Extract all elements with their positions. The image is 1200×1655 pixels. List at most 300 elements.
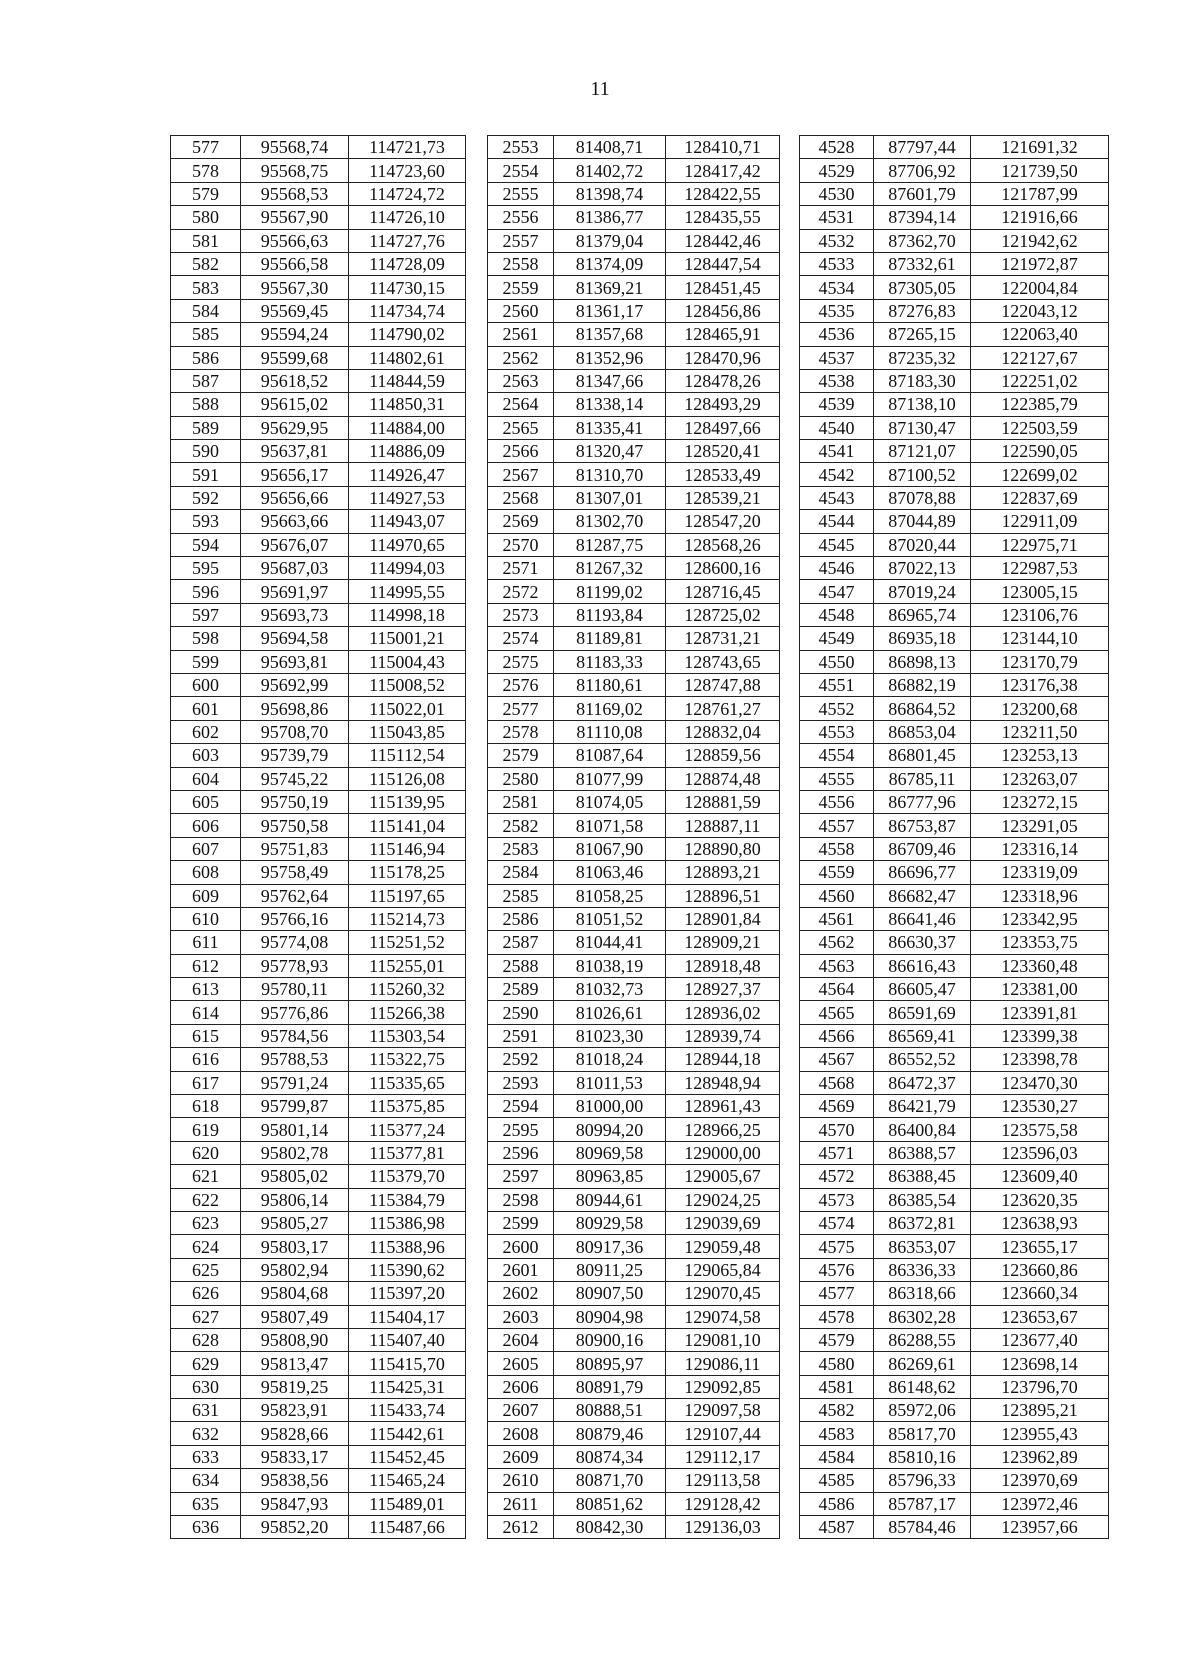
y-coordinate-cell: 123353,75: [971, 931, 1109, 954]
column-separator: [780, 557, 800, 580]
x-coordinate-cell: 95813,47: [241, 1352, 349, 1375]
point-number-cell: 2579: [488, 744, 554, 767]
column-separator: [780, 1375, 800, 1398]
point-number-cell: 4551: [800, 673, 874, 696]
column-separator: [466, 1235, 488, 1258]
x-coordinate-cell: 86591,69: [874, 1001, 971, 1024]
column-separator: [780, 1492, 800, 1515]
y-coordinate-cell: 123596,03: [971, 1141, 1109, 1164]
y-coordinate-cell: 123972,46: [971, 1492, 1109, 1515]
x-coordinate-cell: 87022,13: [874, 557, 971, 580]
column-separator: [780, 884, 800, 907]
point-number-cell: 596: [171, 580, 241, 603]
y-coordinate-cell: 128832,04: [666, 720, 780, 743]
x-coordinate-cell: 95637,81: [241, 440, 349, 463]
x-coordinate-cell: 95802,94: [241, 1258, 349, 1281]
y-coordinate-cell: 114790,02: [349, 323, 466, 346]
x-coordinate-cell: 81071,58: [554, 814, 666, 837]
point-number-cell: 621: [171, 1165, 241, 1188]
point-number-cell: 628: [171, 1328, 241, 1351]
point-number-cell: 2570: [488, 533, 554, 556]
x-coordinate-cell: 95807,49: [241, 1305, 349, 1328]
y-coordinate-cell: 115251,52: [349, 931, 466, 954]
x-coordinate-cell: 95806,14: [241, 1188, 349, 1211]
y-coordinate-cell: 115303,54: [349, 1024, 466, 1047]
point-number-cell: 2574: [488, 627, 554, 650]
x-coordinate-cell: 95778,93: [241, 954, 349, 977]
point-number-cell: 4561: [800, 907, 874, 930]
y-coordinate-cell: 114724,72: [349, 182, 466, 205]
y-coordinate-cell: 115335,65: [349, 1071, 466, 1094]
x-coordinate-cell: 95694,58: [241, 627, 349, 650]
x-coordinate-cell: 95780,11: [241, 978, 349, 1001]
y-coordinate-cell: 128761,27: [666, 697, 780, 720]
column-separator: [466, 1422, 488, 1445]
column-separator: [466, 1048, 488, 1071]
x-coordinate-cell: 95803,17: [241, 1235, 349, 1258]
x-coordinate-cell: 95692,99: [241, 673, 349, 696]
x-coordinate-cell: 95656,17: [241, 463, 349, 486]
y-coordinate-cell: 128909,21: [666, 931, 780, 954]
x-coordinate-cell: 87265,15: [874, 323, 971, 346]
y-coordinate-cell: 123609,40: [971, 1165, 1109, 1188]
x-coordinate-cell: 80842,30: [554, 1516, 666, 1539]
column-separator: [780, 299, 800, 322]
column-separator: [466, 557, 488, 580]
table-row: [171, 533, 1109, 556]
column-separator: [780, 1188, 800, 1211]
point-number-cell: 2563: [488, 369, 554, 392]
y-coordinate-cell: 123211,50: [971, 720, 1109, 743]
table-row: [171, 1235, 1109, 1258]
column-separator: [780, 767, 800, 790]
x-coordinate-cell: 85817,70: [874, 1422, 971, 1445]
point-number-cell: 4539: [800, 393, 874, 416]
column-separator: [780, 136, 800, 159]
table-row: [171, 1024, 1109, 1047]
y-coordinate-cell: 128520,41: [666, 440, 780, 463]
y-coordinate-cell: 123957,66: [971, 1516, 1109, 1539]
column-separator: [466, 1258, 488, 1281]
x-coordinate-cell: 86641,46: [874, 907, 971, 930]
y-coordinate-cell: 121942,62: [971, 229, 1109, 252]
column-separator: [780, 1445, 800, 1468]
table-row: [171, 1001, 1109, 1024]
column-separator: [780, 1095, 800, 1118]
x-coordinate-cell: 95750,58: [241, 814, 349, 837]
table-row: [171, 1071, 1109, 1094]
column-separator: [466, 580, 488, 603]
x-coordinate-cell: 95804,68: [241, 1282, 349, 1305]
column-separator: [780, 1422, 800, 1445]
y-coordinate-cell: 129086,11: [666, 1352, 780, 1375]
point-number-cell: 4545: [800, 533, 874, 556]
x-coordinate-cell: 80929,58: [554, 1211, 666, 1234]
point-number-cell: 2555: [488, 182, 554, 205]
point-number-cell: 2582: [488, 814, 554, 837]
x-coordinate-cell: 86696,77: [874, 861, 971, 884]
x-coordinate-cell: 81369,21: [554, 276, 666, 299]
point-number-cell: 4584: [800, 1445, 874, 1468]
y-coordinate-cell: 123530,27: [971, 1095, 1109, 1118]
column-separator: [780, 1024, 800, 1047]
column-separator: [780, 1352, 800, 1375]
column-separator: [466, 790, 488, 813]
x-coordinate-cell: 86630,37: [874, 931, 971, 954]
y-coordinate-cell: 123263,07: [971, 767, 1109, 790]
y-coordinate-cell: 114734,74: [349, 299, 466, 322]
y-coordinate-cell: 123660,86: [971, 1258, 1109, 1281]
column-separator: [780, 1165, 800, 1188]
y-coordinate-cell: 115004,43: [349, 650, 466, 673]
y-coordinate-cell: 115425,31: [349, 1375, 466, 1398]
point-number-cell: 2558: [488, 252, 554, 275]
point-number-cell: 2587: [488, 931, 554, 954]
table-row: [171, 1399, 1109, 1422]
table-row: [171, 510, 1109, 533]
point-number-cell: 607: [171, 837, 241, 860]
x-coordinate-cell: 95693,73: [241, 603, 349, 626]
point-number-cell: 2561: [488, 323, 554, 346]
y-coordinate-cell: 128497,66: [666, 416, 780, 439]
y-coordinate-cell: 114994,03: [349, 557, 466, 580]
x-coordinate-cell: 81302,70: [554, 510, 666, 533]
x-coordinate-cell: 81320,47: [554, 440, 666, 463]
table-row: [171, 206, 1109, 229]
y-coordinate-cell: 123575,58: [971, 1118, 1109, 1141]
point-number-cell: 4570: [800, 1118, 874, 1141]
point-number-cell: 624: [171, 1235, 241, 1258]
table-row: [171, 346, 1109, 369]
point-number-cell: 2601: [488, 1258, 554, 1281]
point-number-cell: 616: [171, 1048, 241, 1071]
x-coordinate-cell: 95776,86: [241, 1001, 349, 1024]
column-separator: [466, 369, 488, 392]
point-number-cell: 2607: [488, 1399, 554, 1422]
x-coordinate-cell: 80963,85: [554, 1165, 666, 1188]
x-coordinate-cell: 95751,83: [241, 837, 349, 860]
x-coordinate-cell: 87601,79: [874, 182, 971, 205]
point-number-cell: 2575: [488, 650, 554, 673]
coordinates-table: [170, 135, 1109, 1539]
y-coordinate-cell: 128859,56: [666, 744, 780, 767]
y-coordinate-cell: 115489,01: [349, 1492, 466, 1515]
point-number-cell: 2562: [488, 346, 554, 369]
y-coordinate-cell: 123106,76: [971, 603, 1109, 626]
point-number-cell: 618: [171, 1095, 241, 1118]
page-number: 11: [590, 78, 610, 100]
point-number-cell: 587: [171, 369, 241, 392]
y-coordinate-cell: 128442,46: [666, 229, 780, 252]
x-coordinate-cell: 86552,52: [874, 1048, 971, 1071]
table-row: [171, 1188, 1109, 1211]
x-coordinate-cell: 95567,90: [241, 206, 349, 229]
y-coordinate-cell: 114730,15: [349, 276, 466, 299]
point-number-cell: 4562: [800, 931, 874, 954]
y-coordinate-cell: 115001,21: [349, 627, 466, 650]
point-number-cell: 604: [171, 767, 241, 790]
column-separator: [466, 1516, 488, 1539]
point-number-cell: 578: [171, 159, 241, 182]
table-row: [171, 276, 1109, 299]
y-coordinate-cell: 115415,70: [349, 1352, 466, 1375]
x-coordinate-cell: 80969,58: [554, 1141, 666, 1164]
table-row: [171, 252, 1109, 275]
column-separator: [780, 486, 800, 509]
column-separator: [780, 790, 800, 813]
point-number-cell: 590: [171, 440, 241, 463]
y-coordinate-cell: 129097,58: [666, 1399, 780, 1422]
point-number-cell: 2589: [488, 978, 554, 1001]
x-coordinate-cell: 80917,36: [554, 1235, 666, 1258]
y-coordinate-cell: 122975,71: [971, 533, 1109, 556]
point-number-cell: 589: [171, 416, 241, 439]
x-coordinate-cell: 95693,81: [241, 650, 349, 673]
x-coordinate-cell: 86388,45: [874, 1165, 971, 1188]
point-number-cell: 4577: [800, 1282, 874, 1305]
point-number-cell: 2557: [488, 229, 554, 252]
y-coordinate-cell: 121787,99: [971, 182, 1109, 205]
x-coordinate-cell: 85972,06: [874, 1399, 971, 1422]
y-coordinate-cell: 129107,44: [666, 1422, 780, 1445]
point-number-cell: 2596: [488, 1141, 554, 1164]
point-number-cell: 2565: [488, 416, 554, 439]
x-coordinate-cell: 87797,44: [874, 136, 971, 159]
column-separator: [780, 1211, 800, 1234]
y-coordinate-cell: 128478,26: [666, 369, 780, 392]
point-number-cell: 4579: [800, 1328, 874, 1351]
point-number-cell: 2567: [488, 463, 554, 486]
column-separator: [780, 252, 800, 275]
point-number-cell: 4543: [800, 486, 874, 509]
column-separator: [780, 931, 800, 954]
x-coordinate-cell: 80900,16: [554, 1328, 666, 1351]
y-coordinate-cell: 115433,74: [349, 1399, 466, 1422]
x-coordinate-cell: 81183,33: [554, 650, 666, 673]
point-number-cell: 4555: [800, 767, 874, 790]
point-number-cell: 2553: [488, 136, 554, 159]
point-number-cell: 4585: [800, 1469, 874, 1492]
x-coordinate-cell: 95698,86: [241, 697, 349, 720]
x-coordinate-cell: 81287,75: [554, 533, 666, 556]
x-coordinate-cell: 95568,53: [241, 182, 349, 205]
y-coordinate-cell: 123962,89: [971, 1445, 1109, 1468]
column-separator: [466, 299, 488, 322]
x-coordinate-cell: 95802,78: [241, 1141, 349, 1164]
point-number-cell: 4548: [800, 603, 874, 626]
point-number-cell: 4560: [800, 884, 874, 907]
y-coordinate-cell: 123653,67: [971, 1305, 1109, 1328]
y-coordinate-cell: 128743,65: [666, 650, 780, 673]
y-coordinate-cell: 122503,59: [971, 416, 1109, 439]
x-coordinate-cell: 81361,17: [554, 299, 666, 322]
column-separator: [466, 1188, 488, 1211]
table-row: [171, 1516, 1109, 1539]
table-row: [171, 1141, 1109, 1164]
x-coordinate-cell: 81357,68: [554, 323, 666, 346]
y-coordinate-cell: 123381,00: [971, 978, 1109, 1001]
y-coordinate-cell: 115146,94: [349, 837, 466, 860]
column-separator: [780, 1235, 800, 1258]
x-coordinate-cell: 86288,55: [874, 1328, 971, 1351]
y-coordinate-cell: 128451,45: [666, 276, 780, 299]
y-coordinate-cell: 123253,13: [971, 744, 1109, 767]
x-coordinate-cell: 95799,87: [241, 1095, 349, 1118]
column-separator: [780, 814, 800, 837]
x-coordinate-cell: 87078,88: [874, 486, 971, 509]
point-number-cell: 2611: [488, 1492, 554, 1515]
point-number-cell: 4559: [800, 861, 874, 884]
x-coordinate-cell: 87019,24: [874, 580, 971, 603]
point-number-cell: 622: [171, 1188, 241, 1211]
x-coordinate-cell: 95801,14: [241, 1118, 349, 1141]
x-coordinate-cell: 95847,93: [241, 1492, 349, 1515]
y-coordinate-cell: 123391,81: [971, 1001, 1109, 1024]
point-number-cell: 591: [171, 463, 241, 486]
y-coordinate-cell: 128887,11: [666, 814, 780, 837]
point-number-cell: 2580: [488, 767, 554, 790]
y-coordinate-cell: 123660,34: [971, 1282, 1109, 1305]
y-coordinate-cell: 128961,43: [666, 1095, 780, 1118]
table-row: [171, 557, 1109, 580]
point-number-cell: 4533: [800, 252, 874, 275]
x-coordinate-cell: 95663,66: [241, 510, 349, 533]
table-row: [171, 978, 1109, 1001]
y-coordinate-cell: 121739,50: [971, 159, 1109, 182]
x-coordinate-cell: 95594,24: [241, 323, 349, 346]
point-number-cell: 625: [171, 1258, 241, 1281]
y-coordinate-cell: 128493,29: [666, 393, 780, 416]
y-coordinate-cell: 121691,32: [971, 136, 1109, 159]
point-number-cell: 4567: [800, 1048, 874, 1071]
x-coordinate-cell: 80851,62: [554, 1492, 666, 1515]
y-coordinate-cell: 122063,40: [971, 323, 1109, 346]
point-number-cell: 595: [171, 557, 241, 580]
point-number-cell: 2609: [488, 1445, 554, 1468]
y-coordinate-cell: 129005,67: [666, 1165, 780, 1188]
x-coordinate-cell: 86269,61: [874, 1352, 971, 1375]
point-number-cell: 4528: [800, 136, 874, 159]
table-row: [171, 323, 1109, 346]
x-coordinate-cell: 80874,34: [554, 1445, 666, 1468]
x-coordinate-cell: 81032,73: [554, 978, 666, 1001]
point-number-cell: 611: [171, 931, 241, 954]
y-coordinate-cell: 115260,32: [349, 978, 466, 1001]
x-coordinate-cell: 87305,05: [874, 276, 971, 299]
point-number-cell: 4565: [800, 1001, 874, 1024]
x-coordinate-cell: 95566,63: [241, 229, 349, 252]
column-separator: [466, 603, 488, 626]
point-number-cell: 636: [171, 1516, 241, 1539]
point-number-cell: 2556: [488, 206, 554, 229]
y-coordinate-cell: 123319,09: [971, 861, 1109, 884]
y-coordinate-cell: 114995,55: [349, 580, 466, 603]
x-coordinate-cell: 87394,14: [874, 206, 971, 229]
y-coordinate-cell: 115141,04: [349, 814, 466, 837]
point-number-cell: 4538: [800, 369, 874, 392]
column-separator: [466, 907, 488, 930]
x-coordinate-cell: 80911,25: [554, 1258, 666, 1281]
x-coordinate-cell: 80891,79: [554, 1375, 666, 1398]
y-coordinate-cell: 123316,14: [971, 837, 1109, 860]
y-coordinate-cell: 114728,09: [349, 252, 466, 275]
x-coordinate-cell: 95568,74: [241, 136, 349, 159]
point-number-cell: 2590: [488, 1001, 554, 1024]
point-number-cell: 626: [171, 1282, 241, 1305]
column-separator: [780, 1328, 800, 1351]
column-separator: [780, 673, 800, 696]
y-coordinate-cell: 123955,43: [971, 1422, 1109, 1445]
y-coordinate-cell: 114886,09: [349, 440, 466, 463]
y-coordinate-cell: 114726,10: [349, 206, 466, 229]
column-separator: [466, 767, 488, 790]
x-coordinate-cell: 95618,52: [241, 369, 349, 392]
point-number-cell: 4578: [800, 1305, 874, 1328]
column-separator: [780, 978, 800, 1001]
x-coordinate-cell: 81011,53: [554, 1071, 666, 1094]
x-coordinate-cell: 87130,47: [874, 416, 971, 439]
y-coordinate-cell: 123200,68: [971, 697, 1109, 720]
x-coordinate-cell: 95615,02: [241, 393, 349, 416]
y-coordinate-cell: 122911,09: [971, 510, 1109, 533]
x-coordinate-cell: 87183,30: [874, 369, 971, 392]
point-number-cell: 609: [171, 884, 241, 907]
x-coordinate-cell: 81374,09: [554, 252, 666, 275]
point-number-cell: 4549: [800, 627, 874, 650]
x-coordinate-cell: 80895,97: [554, 1352, 666, 1375]
column-separator: [780, 323, 800, 346]
y-coordinate-cell: 128716,45: [666, 580, 780, 603]
y-coordinate-cell: 128456,86: [666, 299, 780, 322]
x-coordinate-cell: 81038,19: [554, 954, 666, 977]
table-row: [171, 393, 1109, 416]
table-row: [171, 1469, 1109, 1492]
point-number-cell: 2599: [488, 1211, 554, 1234]
x-coordinate-cell: 95791,24: [241, 1071, 349, 1094]
y-coordinate-cell: 115442,61: [349, 1422, 466, 1445]
y-coordinate-cell: 122590,05: [971, 440, 1109, 463]
y-coordinate-cell: 128470,96: [666, 346, 780, 369]
y-coordinate-cell: 128896,51: [666, 884, 780, 907]
point-number-cell: 2569: [488, 510, 554, 533]
column-separator: [466, 1024, 488, 1047]
point-number-cell: 597: [171, 603, 241, 626]
x-coordinate-cell: 86898,13: [874, 650, 971, 673]
y-coordinate-cell: 123399,38: [971, 1024, 1109, 1047]
table-row: [171, 954, 1109, 977]
x-coordinate-cell: 87020,44: [874, 533, 971, 556]
point-number-cell: 2592: [488, 1048, 554, 1071]
column-separator: [466, 136, 488, 159]
point-number-cell: 631: [171, 1399, 241, 1422]
table-row: [171, 1211, 1109, 1234]
y-coordinate-cell: 115266,38: [349, 1001, 466, 1024]
point-number-cell: 2604: [488, 1328, 554, 1351]
column-separator: [466, 673, 488, 696]
point-number-cell: 2554: [488, 159, 554, 182]
x-coordinate-cell: 81000,00: [554, 1095, 666, 1118]
table-row: [171, 1282, 1109, 1305]
table-row: [171, 1445, 1109, 1468]
point-number-cell: 2583: [488, 837, 554, 860]
y-coordinate-cell: 128533,49: [666, 463, 780, 486]
point-number-cell: 4537: [800, 346, 874, 369]
y-coordinate-cell: 115465,24: [349, 1469, 466, 1492]
y-coordinate-cell: 114727,76: [349, 229, 466, 252]
y-coordinate-cell: 122043,12: [971, 299, 1109, 322]
x-coordinate-cell: 85784,46: [874, 1516, 971, 1539]
point-number-cell: 2595: [488, 1118, 554, 1141]
